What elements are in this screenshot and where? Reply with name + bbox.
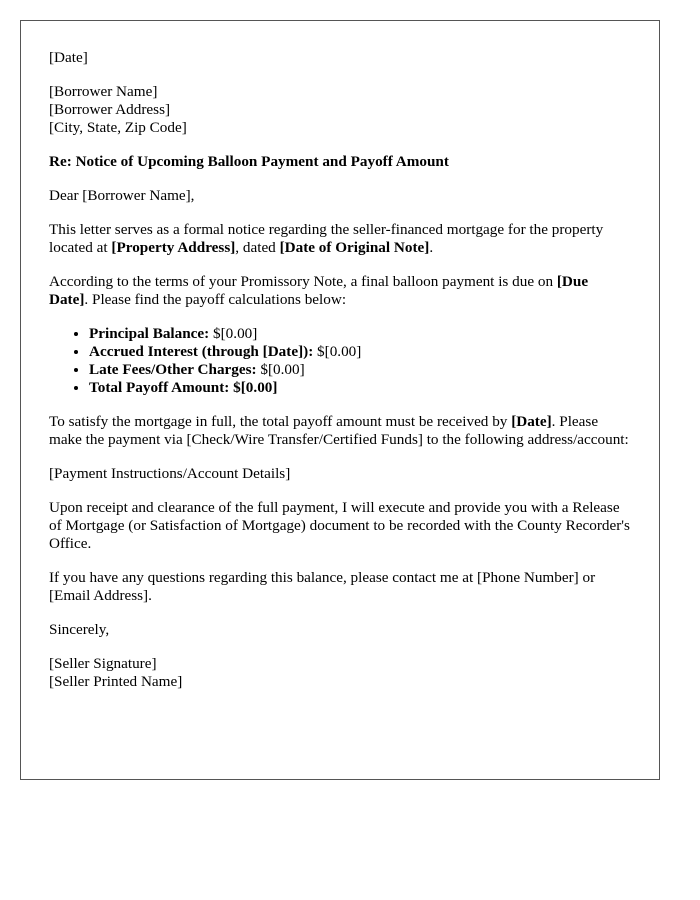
payoff-total-value: $[0.00] [229, 379, 278, 396]
payoff-label: Late Fees/Other Charges: [89, 361, 257, 378]
seller-printed-name: [Seller Printed Name] [49, 673, 183, 690]
payoff-item-principal [89, 325, 631, 343]
payoff-label: Accrued Interest (through [Date]): [89, 343, 314, 360]
borrower-city-state-zip: [City, State, Zip Code] [49, 119, 187, 136]
closing: Sincerely, [49, 621, 110, 638]
terms-text-2: . Please find the payoff calculations below: [84, 291, 347, 308]
terms-paragraph [49, 273, 631, 309]
payoff-value: $[0.00] [256, 361, 305, 378]
original-note-date: [Date of Original Note] [279, 239, 430, 256]
satisfy-text-1: To satisfy the mortgage in full, the total payoff amount must be received by [49, 413, 512, 430]
recipient-block [49, 83, 631, 137]
signature-block [49, 655, 631, 691]
salutation: Dear [Borrower Name], [49, 187, 195, 204]
payoff-item-total [89, 379, 631, 397]
payoff-value: $[0.00] [209, 325, 258, 342]
release-paragraph: Upon receipt and clearance of the full payment, I will execute and provide you with a Release of Mortgage (or Satisfaction of Mortgage) document to be recorded with the County Recorder's Office. [49, 499, 630, 552]
questions-paragraph: If you have any questions regarding this balance, please contact me at [Phone Number] or [Email Address]. [49, 569, 596, 604]
letter-page [20, 20, 660, 780]
payoff-list [49, 325, 631, 397]
terms-text-1: According to the terms of your Promissory Note, a final balloon payment is due on [49, 273, 557, 290]
due-date: [Due Date] [49, 273, 589, 308]
payoff-item-fees [89, 361, 631, 379]
payment-due-date: [Date] [511, 413, 552, 430]
payoff-total-label: Total Payoff Amount: [89, 379, 230, 396]
letter-date: [Date] [49, 49, 88, 66]
payment-instructions: [Payment Instructions/Account Details] [49, 465, 291, 482]
satisfy-text-2: . Please make the payment via [Check/Wire Transfer/Certified Funds] to the following address/account: [49, 413, 629, 448]
intro-text-3: . [429, 239, 434, 256]
payoff-item-interest [89, 343, 631, 361]
intro-paragraph [49, 221, 631, 257]
payoff-label: Principal Balance: [89, 325, 210, 342]
subject-line: Re: Notice of Upcoming Balloon Payment and Payoff Amount [49, 153, 449, 170]
borrower-name: [Borrower Name] [49, 83, 158, 100]
seller-signature: [Seller Signature] [49, 655, 157, 672]
intro-text-1: This letter serves as a formal notice regarding the seller-financed mortgage for the property located at [49, 221, 604, 256]
satisfy-paragraph [49, 413, 631, 449]
borrower-address: [Borrower Address] [49, 101, 171, 118]
payoff-value: $[0.00] [313, 343, 362, 360]
property-address: [Property Address] [111, 239, 236, 256]
intro-text-2: , dated [235, 239, 280, 256]
